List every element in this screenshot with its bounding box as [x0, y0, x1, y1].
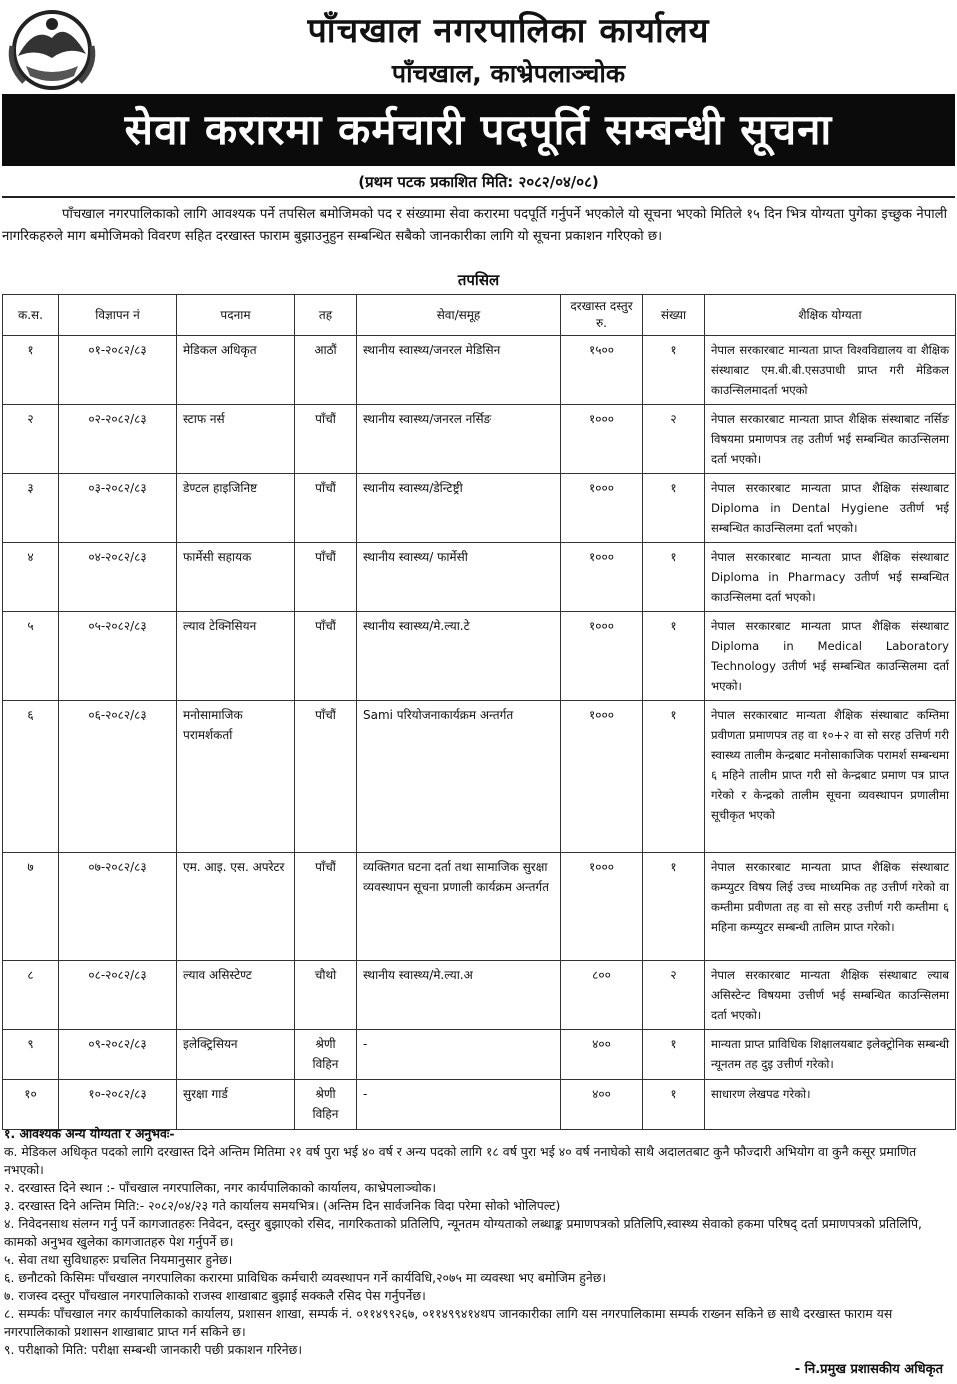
cell-service: स्थानीय स्वास्थ्य/डेन्टिष्ट्री — [357, 474, 561, 543]
cell-post: ल्याव टेक्निसियन — [177, 612, 295, 701]
cell-fee: १५०० — [561, 336, 643, 405]
cell-fee: १००० — [561, 612, 643, 701]
note-item: ८. सम्पर्कः पाँचखाल नगर कार्यपालिकाको कार्यालय, प्रशासन शाखा, सम्पर्क नं. ०११४९९२६७, ०११४९९४१४थप जानकारीका लागि यस नगरपालिकामा सम्पर्क राख्नन सकिने छ साथै दरखास्त फाराम यस नगरपालिकाको प्रशासन शाखाबाट प्राप्त गर्न सकिने छ। — [4, 1306, 893, 1339]
cell-count: २ — [643, 961, 705, 1030]
signature: - नि.प्रमुख प्रशासकीय अधिकृत — [794, 1362, 943, 1377]
cell-ad-no: ०१-२०८२/८३ — [59, 336, 177, 405]
table-row — [3, 336, 956, 405]
col-header-fee: दरखास्त दस्तुर रु. — [561, 295, 643, 336]
cell-count: २ — [643, 405, 705, 474]
note-item: ६. छनौटको किसिमः पाँचखाल नगरपालिका करारमा प्राविधिक कर्मचारी व्यवस्थापन गर्ने कार्यविधि,२०७५ मा व्यवस्था भए बमोजिम हुनेछ। — [4, 1270, 607, 1285]
note-item: २. दरखास्त दिने स्थान :- पाँचखाल नगरपालिका, नगर कार्यपालिकाको कार्यालय, काभ्रेपलाञ्चोक। — [4, 1180, 437, 1195]
col-header-service: सेवा/समूह — [357, 295, 561, 336]
cell-sn: १० — [3, 1080, 59, 1130]
cell-ad-no: ०४-२०८२/८३ — [59, 543, 177, 612]
cell-level: पाँचौं — [295, 612, 357, 701]
cell-ad-no: ०६-२०८२/८३ — [59, 701, 177, 853]
cell-ad-no: ०९-२०८२/८३ — [59, 1030, 177, 1080]
col-header-ad-no: विज्ञापन नं — [59, 295, 177, 336]
cell-sn: ६ — [3, 701, 59, 853]
cell-sn: ४ — [3, 543, 59, 612]
cell-qualification: साधारण लेखपढ गरेको। — [705, 1080, 956, 1130]
col-header-level: तह — [295, 295, 357, 336]
cell-level: पाँचौं — [295, 405, 357, 474]
intro-paragraph: पाँचखाल नगरपालिकाको लागि आवश्यक पर्ने तपसिल बमोजिमको पद र संख्यामा सेवा करारमा पदपूर्ति गर्नुपर्ने भएकोले यो सूचना भएको मितिले १५ दिन भित्र योग्यता पुगेका इच्छुक नेपाली नागरिकहरुले माग बमोजिमको विवरण सहित दरखास्त फाराम बुझाउनुहुन सम्बन्धित सबैको जानकारीका लागि यो सूचना प्रकाशन गरिएको छ। — [2, 207, 947, 244]
cell-sn: १ — [3, 336, 59, 405]
cell-sn: ९ — [3, 1030, 59, 1080]
letterhead — [0, 0, 957, 92]
table-row — [3, 701, 956, 853]
cell-level: चौथो — [295, 961, 357, 1030]
cell-sn: ७ — [3, 853, 59, 961]
cell-level: पाँचौं — [295, 853, 357, 961]
cell-count: १ — [643, 1030, 705, 1080]
cell-post: डेण्टल हाइजिनिष्ट — [177, 474, 295, 543]
cell-level: श्रेणी विहिन — [295, 1080, 357, 1130]
cell-fee: १००० — [561, 405, 643, 474]
cell-qualification: नेपाल सरकारबाट मान्यता शैक्षिक संस्थाबाट ल्याब असिस्टेन्ट विषयमा उत्तीर्ण भई सम्बन्धित काउन्सिलमा दर्ता भएको। — [705, 961, 956, 1030]
table-row — [3, 1030, 956, 1080]
note-item: ९. परीक्षाको मिति: परीक्षा सम्बन्धी जानकारी पछी प्रकाशन गरिनेछ। — [4, 1342, 303, 1357]
cell-sn: ८ — [3, 961, 59, 1030]
cell-count: १ — [643, 1080, 705, 1130]
cell-post: मनोसामाजिक परामर्शकर्ता — [177, 701, 295, 853]
office-name: पाँचखाल नगरपालिका कार्यालय — [307, 11, 710, 51]
cell-fee: १००० — [561, 701, 643, 853]
cell-qualification: नेपाल सरकारबाट मान्यता प्राप्त शैक्षिक संस्थाबाट कम्प्युटर विषय लिई उच्च माध्यमिक तह उत्तीर्ण गरेको वा कम्तीमा प्रवीणता तह वा सो सरह उत्तीर्ण गरी कम्तीमा ६ महिना कम्प्युटर सम्बन्धी तालिम प्राप्त गरेको। — [705, 853, 956, 961]
cell-post: स्टाफ नर्स — [177, 405, 295, 474]
table-title: तपसिल — [457, 271, 500, 289]
cell-service: स्थानीय स्वास्थ्य/मे.ल्या.टे — [357, 612, 561, 701]
cell-service: स्थानीय स्वास्थ्य/ फार्मेसी — [357, 543, 561, 612]
cell-count: १ — [643, 474, 705, 543]
note-item: ७. राजस्व दस्तुर पाँचखाल नगरपालिकाको राजस्व शाखाबाट बुझाई सक्कलै रसिद पेस गर्नुपर्नेछ। — [4, 1288, 426, 1303]
cell-service: व्यक्तिगत घटना दर्ता तथा सामाजिक सुरक्षा व्यवस्थापन सूचना प्रणाली कार्यक्रम अन्तर्गत — [357, 853, 561, 961]
cell-ad-no: ०५-२०८२/८३ — [59, 612, 177, 701]
divider — [2, 196, 955, 198]
cell-qualification: नेपाल सरकारबाट मान्यता प्राप्त शैक्षिक संस्थाबाट Diploma in Pharmacy उतीर्ण भई सम्बन्धित काउन्सिलमा दर्ता भएको। — [705, 543, 956, 612]
notes-heading: १. आवश्यक अन्य योग्यता र अनुभवः- — [4, 1126, 175, 1141]
cell-fee: १००० — [561, 543, 643, 612]
cell-service: - — [357, 1030, 561, 1080]
table-row — [3, 961, 956, 1030]
cell-service: स्थानीय स्वास्थ्य/मे.ल्या.अ — [357, 961, 561, 1030]
cell-qualification: नेपाल सरकारबाट मान्यता प्राप्त शैक्षिक संस्थाबाट Diploma in Medical Laboratory Technology उतीर्ण भई सम्बन्धित काउन्सिलमा दर्ता भएको। — [705, 612, 956, 701]
cell-post: ल्याव असिस्टेण्ट — [177, 961, 295, 1030]
cell-service: - — [357, 1080, 561, 1130]
cell-ad-no: ०३-२०८२/८३ — [59, 474, 177, 543]
table-row — [3, 543, 956, 612]
note-item: क. मेडिकल अधिकृत पदको लागि दरखास्त दिने अन्तिम मितिमा २१ वर्ष पुरा भई ४० वर्ष र अन्य पदको लागि १८ वर्ष पुरा भई ४० वर्ष ननाघेको साथै अदालतबाट कुनै फौज्दारी अभियोग वा कुनै कसूर प्रमाणित नभएको। — [4, 1144, 917, 1177]
notes-section — [4, 1125, 949, 1359]
cell-count: १ — [643, 853, 705, 961]
note-item: ४. निवेदनसाथ संलग्न गर्नु पर्ने कागजातहरुः निवेदन, दस्तुर बुझाएको रसिद, नागरिकताको प्रतिलिपि, न्यूनतम योग्यताको लब्धाङ्क प्रमाणपत्रको प्रतिलिपि,स्वास्थ्य सेवाको हकमा परिषद् दर्ता प्रमाणपत्रको प्रतिलिपि, कामको अनुभव खुलेका कागजातहरु पेश गर्नुपर्ने छ। — [4, 1216, 922, 1249]
notice-title: सेवा करारमा कर्मचारी पदपूर्ति सम्बन्धी सूचना — [2, 94, 955, 166]
cell-fee: ८०० — [561, 961, 643, 1030]
cell-fee: १००० — [561, 474, 643, 543]
col-header-qualification: शैक्षिक योग्यता — [705, 295, 956, 336]
cell-qualification: नेपाल सरकारबाट मान्यता प्राप्त विश्वविद्यालय वा शैक्षिक संस्थाबाट एम.बी.बी.एसउपाधी प्राप्त गरी मेडिकल काउन्सिलमादर्ता भएको — [705, 336, 956, 405]
cell-qualification: नेपाल सरकारबाट मान्यता शैक्षिक संस्थाबाट कम्तिमा प्रवीणता प्रमाणपत्र तह वा १०+२ वा सो सरह उत्तिर्ण गरी स्वास्थ्य तालीम केन्द्रबाट मनोसाकाजिक परामर्श सम्बन्धमा ६ महिने तालीम प्राप्त गरी सो केन्द्रबाट प्रमाण पत्र प्राप्त गरेको र केन्द्रको तालीम सूचना व्यवस्थापन प्रणालीमा सूचीकृत भएको — [705, 701, 956, 853]
cell-count: १ — [643, 612, 705, 701]
cell-level: श्रेणी विहिन — [295, 1030, 357, 1080]
table-row — [3, 612, 956, 701]
table-row — [3, 853, 956, 961]
cell-count: १ — [643, 543, 705, 612]
cell-qualification: नेपाल सरकारबाट मान्यता प्राप्त शैक्षिक संस्थाबाट नर्सिङ विषयमा प्रमाणपत्र तह उतीर्ण भई सम्बन्धित काउन्सिलमा दर्ता भएको। — [705, 405, 956, 474]
col-header-post: पदनाम — [177, 295, 295, 336]
cell-post: मेडिकल अधिकृत — [177, 336, 295, 405]
cell-level: पाँचौं — [295, 543, 357, 612]
cell-qualification: नेपाल सरकारबाट मान्यता प्राप्त शैक्षिक संस्थाबाट Diploma in Dental Hygiene उतीर्ण भई सम्बन्धित काउन्सिलमा दर्ता भएको। — [705, 474, 956, 543]
col-header-sn: क.स. — [3, 295, 59, 336]
cell-service: स्थानीय स्वास्थ्य/जनरल नर्सिङ — [357, 405, 561, 474]
cell-level: आठौं — [295, 336, 357, 405]
cell-ad-no: १०-२०८२/८३ — [59, 1080, 177, 1130]
cell-count: १ — [643, 336, 705, 405]
table-row — [3, 1080, 956, 1130]
cell-ad-no: ०७-२०८२/८३ — [59, 853, 177, 961]
cell-fee: १००० — [561, 853, 643, 961]
cell-count: १ — [643, 701, 705, 853]
cell-post: फार्मेसी सहायक — [177, 543, 295, 612]
table-header-row — [3, 295, 956, 336]
cell-post: इलेक्ट्रिसियन — [177, 1030, 295, 1080]
cell-qualification: मान्यता प्राप्त प्राविधिक शिक्षालयबाट इलेक्ट्रोनिक सम्बन्धी न्यूनतम तह दुइ उत्तीर्ण गरेको। — [705, 1030, 956, 1080]
cell-sn: ५ — [3, 612, 59, 701]
vacancy-table — [2, 294, 956, 1130]
note-item: ५. सेवा तथा सुविधाहरुः प्रचलित नियमानुसार हुनेछ। — [4, 1252, 233, 1267]
table-row — [3, 405, 956, 474]
cell-level: पाँचौं — [295, 474, 357, 543]
note-item: ३. दरखास्त दिने अन्तिम मिति:- २०८२/०४/२३ गते कार्यालय समयभित्र। (अन्तिम दिन सार्वजनिक विदा परेमा सोको भोलिपल्ट) — [4, 1198, 561, 1213]
cell-post: एम. आइ. एस. अपरेटर — [177, 853, 295, 961]
cell-sn: ३ — [3, 474, 59, 543]
cell-post: सुरक्षा गार्ड — [177, 1080, 295, 1130]
office-address: पाँचखाल, काभ्रेपलाञ्चोक — [391, 59, 626, 88]
cell-service: स्थानीय स्वास्थ्य/जनरल मेडिसिन — [357, 336, 561, 405]
table-row — [3, 474, 956, 543]
cell-ad-no: ०८-२०८२/८३ — [59, 961, 177, 1030]
cell-service: Sami परियोजनाकार्यक्रम अन्तर्गत — [357, 701, 561, 853]
cell-sn: २ — [3, 405, 59, 474]
cell-fee: ४०० — [561, 1080, 643, 1130]
publish-date: (प्रथम पटक प्रकाशित मिति: २०८२/०४/०८) — [358, 173, 599, 191]
col-header-count: संख्या — [643, 295, 705, 336]
cell-ad-no: ०२-२०८२/८३ — [59, 405, 177, 474]
cell-fee: ४०० — [561, 1030, 643, 1080]
cell-level: पाँचौं — [295, 701, 357, 853]
